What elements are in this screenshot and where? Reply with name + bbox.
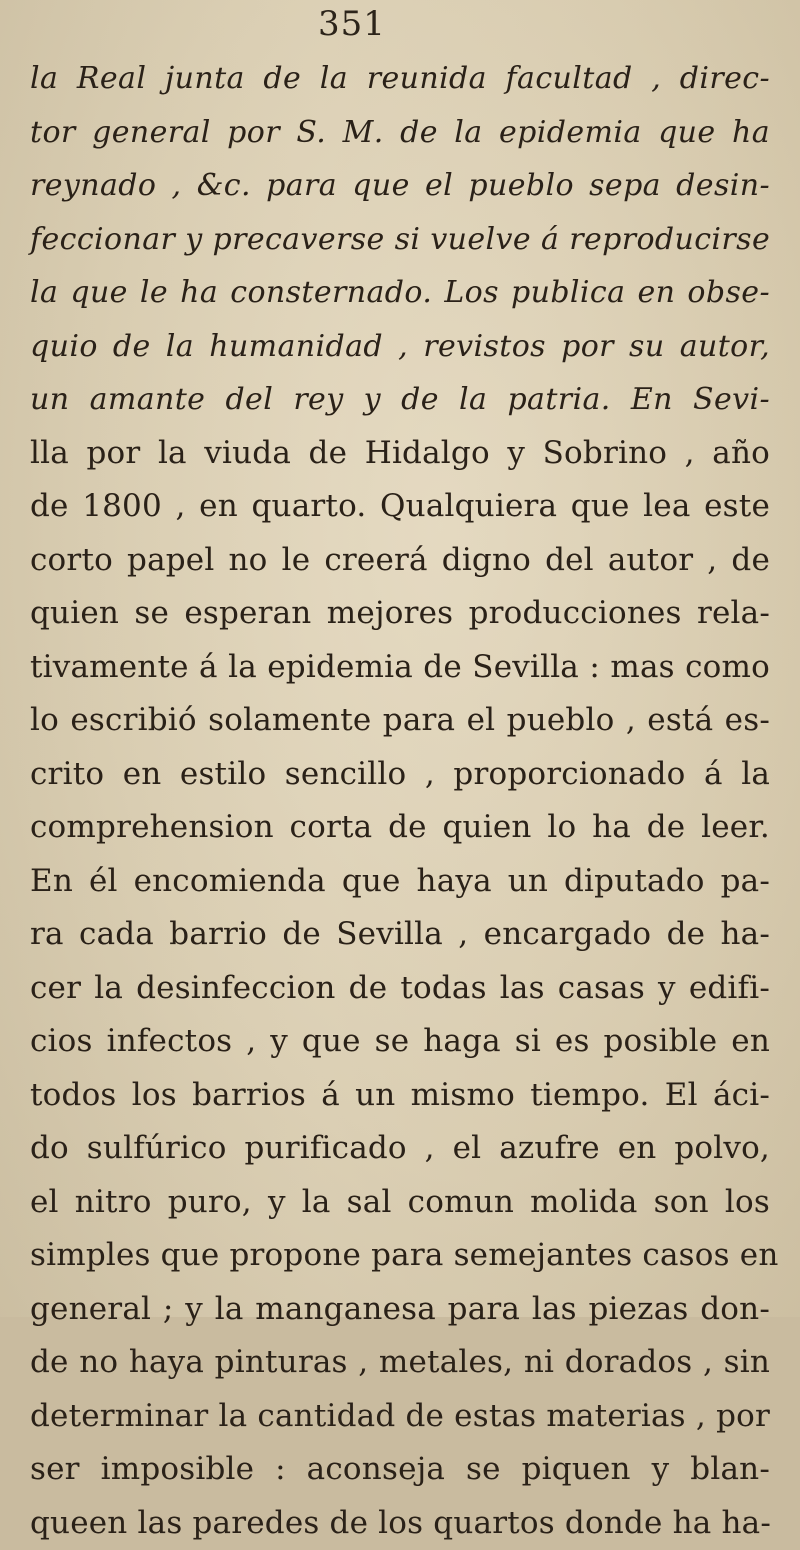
- text-line: do sulfúrico purificado , el azufre en polvo,: [30, 1122, 770, 1176]
- text-line: el nitro puro, y la sal comun molida son los: [30, 1176, 770, 1230]
- text-line: un amante del rey y de la patria. En Sevi-: [30, 373, 770, 427]
- text-line: quien se esperan mejores producciones rela-: [30, 587, 770, 641]
- text-line: tivamente á la epidemia de Sevilla : mas como: [30, 641, 770, 695]
- text-line: simples que propone para semejantes casos en: [30, 1229, 770, 1283]
- text-line: determinar la cantidad de estas materias , por: [30, 1390, 770, 1444]
- text-line: ser imposible : aconseja se piquen y blan-: [30, 1443, 770, 1497]
- text-line: cer la desinfeccion de todas las casas y edifi-: [30, 962, 770, 1016]
- text-line: la que le ha consternado. Los publica en obse-: [30, 266, 770, 320]
- text-line: comprehension corta de quien lo ha de leer.: [30, 801, 770, 855]
- text-line: reynado , &c. para que el pueblo sepa desin-: [30, 159, 770, 213]
- text-line: todos los barrios á un mismo tiempo. El áci-: [30, 1069, 770, 1123]
- text-line: cios infectos , y que se haga si es posible en: [30, 1015, 770, 1069]
- text-line: de no haya pinturas , metales, ni dorados , sin: [30, 1336, 770, 1390]
- body-text: [30, 52, 770, 1550]
- text-line: corto papel no le creerá digno del autor , de: [30, 534, 770, 588]
- text-line: lla por la viuda de Hidalgo y Sobrino , año: [30, 427, 770, 481]
- text-line: ra cada barrio de Sevilla , encargado de ha-: [30, 908, 770, 962]
- text-line: de 1800 , en quarto. Qualquiera que lea este: [30, 480, 770, 534]
- text-line: general ; y la manganesa para las piezas don-: [30, 1283, 770, 1337]
- text-line: feccionar y precaverse si vuelve á reproducirse: [30, 213, 770, 267]
- text-line: queen las paredes de los quartos donde ha ha-: [30, 1497, 770, 1550]
- text-line: En él encomienda que haya un diputado pa-: [30, 855, 770, 909]
- text-line: tor general por S. M. de la epidemia que ha: [30, 106, 770, 160]
- page-number: 351: [318, 4, 398, 44]
- text-line: crito en estilo sencillo , proporcionado á la: [30, 748, 770, 802]
- text-line: lo escribió solamente para el pueblo , está es-: [30, 694, 770, 748]
- text-line: la Real junta de la reunida facultad , direc-: [30, 52, 770, 106]
- text-line: quio de la humanidad , revistos por su autor,: [30, 320, 770, 374]
